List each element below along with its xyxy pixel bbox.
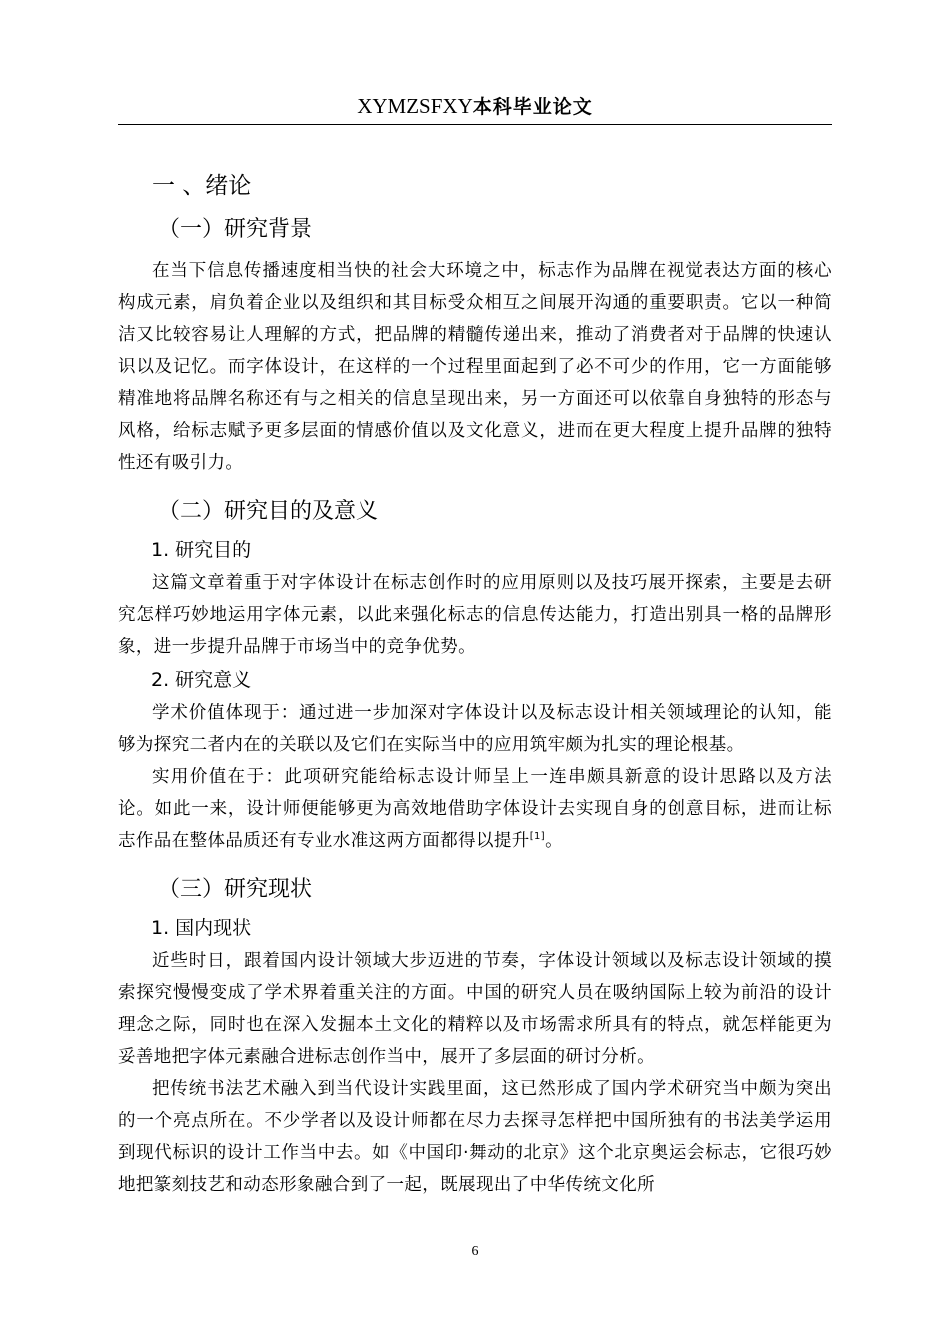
paragraph-practical-value (118, 761, 832, 857)
subsection-title-status: （三）研究现状 (158, 877, 313, 902)
heading-purpose: 1. 研究目的 (151, 539, 252, 561)
header-rule (118, 124, 832, 125)
page-header (118, 90, 832, 122)
subsection-title-purpose-meaning: （二）研究目的及意义 (158, 499, 379, 524)
citation-marker[interactable]: [1] (529, 831, 546, 843)
heading-domestic: 1. 国内现状 (151, 917, 252, 939)
paragraph-domestic-1: 近些时日，跟着国内设计领域大步迈进的节奏，字体设计领域以及标志设计领域的摸索探究慢慢变成了学术界着重关注的方面。中国的研究人员在吸纳国际上较为前沿的设计理念之际，同时也在深入发掘本土文化的精粹以及市场需求所具有的特点，就怎样能更为妥善地把字体元素融合进标志创作当中，展开了多层面的研讨分析。 (118, 951, 832, 1067)
page-number: 6 (471, 1244, 479, 1259)
paragraph-purpose: 这篇文章着重于对字体设计在标志创作时的应用原则以及技巧展开探索，主要是去研究怎样巧妙地运用字体元素，以此来强化标志的信息传达能力，打造出别具一格的品牌形象，进一步提升品牌于市场当中的竞争优势。 (118, 573, 832, 657)
section-title: 一 、绪论 (152, 173, 252, 199)
header-title-en: XYMZSFXY (357, 94, 473, 118)
paragraph-domestic-2: 把传统书法艺术融入到当代设计实践里面，这已然形成了国内学术研究当中颇为突出的一个亮点所在。不少学者以及设计师都在尽力去探寻怎样把中国所独有的书法美学运用到现代标识的设计工作当中去。如《中国印·舞动的北京》这个北京奥运会标志，它很巧妙地把篆刻技艺和动态形象融合到了一起，既展现出了中华传统文化所 (118, 1079, 832, 1195)
heading-meaning: 2. 研究意义 (151, 669, 252, 691)
paragraph-academic-value: 学术价值体现于：通过进一步加深对字体设计以及标志设计相关领域理论的认知，能够为探究二者内在的关联以及它们在实际当中的应用筑牢颇为扎实的理论根基。 (118, 703, 832, 755)
paragraph-background: 在当下信息传播速度相当快的社会大环境之中，标志作为品牌在视觉表达方面的核心构成元素，肩负着企业以及组织和其目标受众相互之间展开沟通的重要职责。它以一种简洁又比较容易让人理解的方式，把品牌的精髓传递出来，推动了消费者对于品牌的快速认识以及记忆。而字体设计，在这样的一个过程里面起到了必不可少的作用，它一方面能够精准地将品牌名称还有与之相关的信息呈现出来，另一方面还可以依靠自身独特的形态与风格，给标志赋予更多层面的情感价值以及文化意义，进而在更大程度上提升品牌的独特性还有吸引力。 (118, 261, 832, 473)
practical-text: 实用价值在于：此项研究能给标志设计师呈上一连串颇具新意的设计思路以及方法论。如此一来，设计师便能够更为高效地借助字体设计去实现自身的创意目标，进而让标志作品在整体品质还有专业水准这两方面都得以提升 (118, 767, 832, 851)
practical-text-end: 。 (545, 831, 563, 851)
page-content (118, 165, 832, 1201)
header-title-cn: 本科毕业论文 (472, 96, 593, 118)
subsection-title-background: （一）研究背景 (158, 217, 313, 242)
